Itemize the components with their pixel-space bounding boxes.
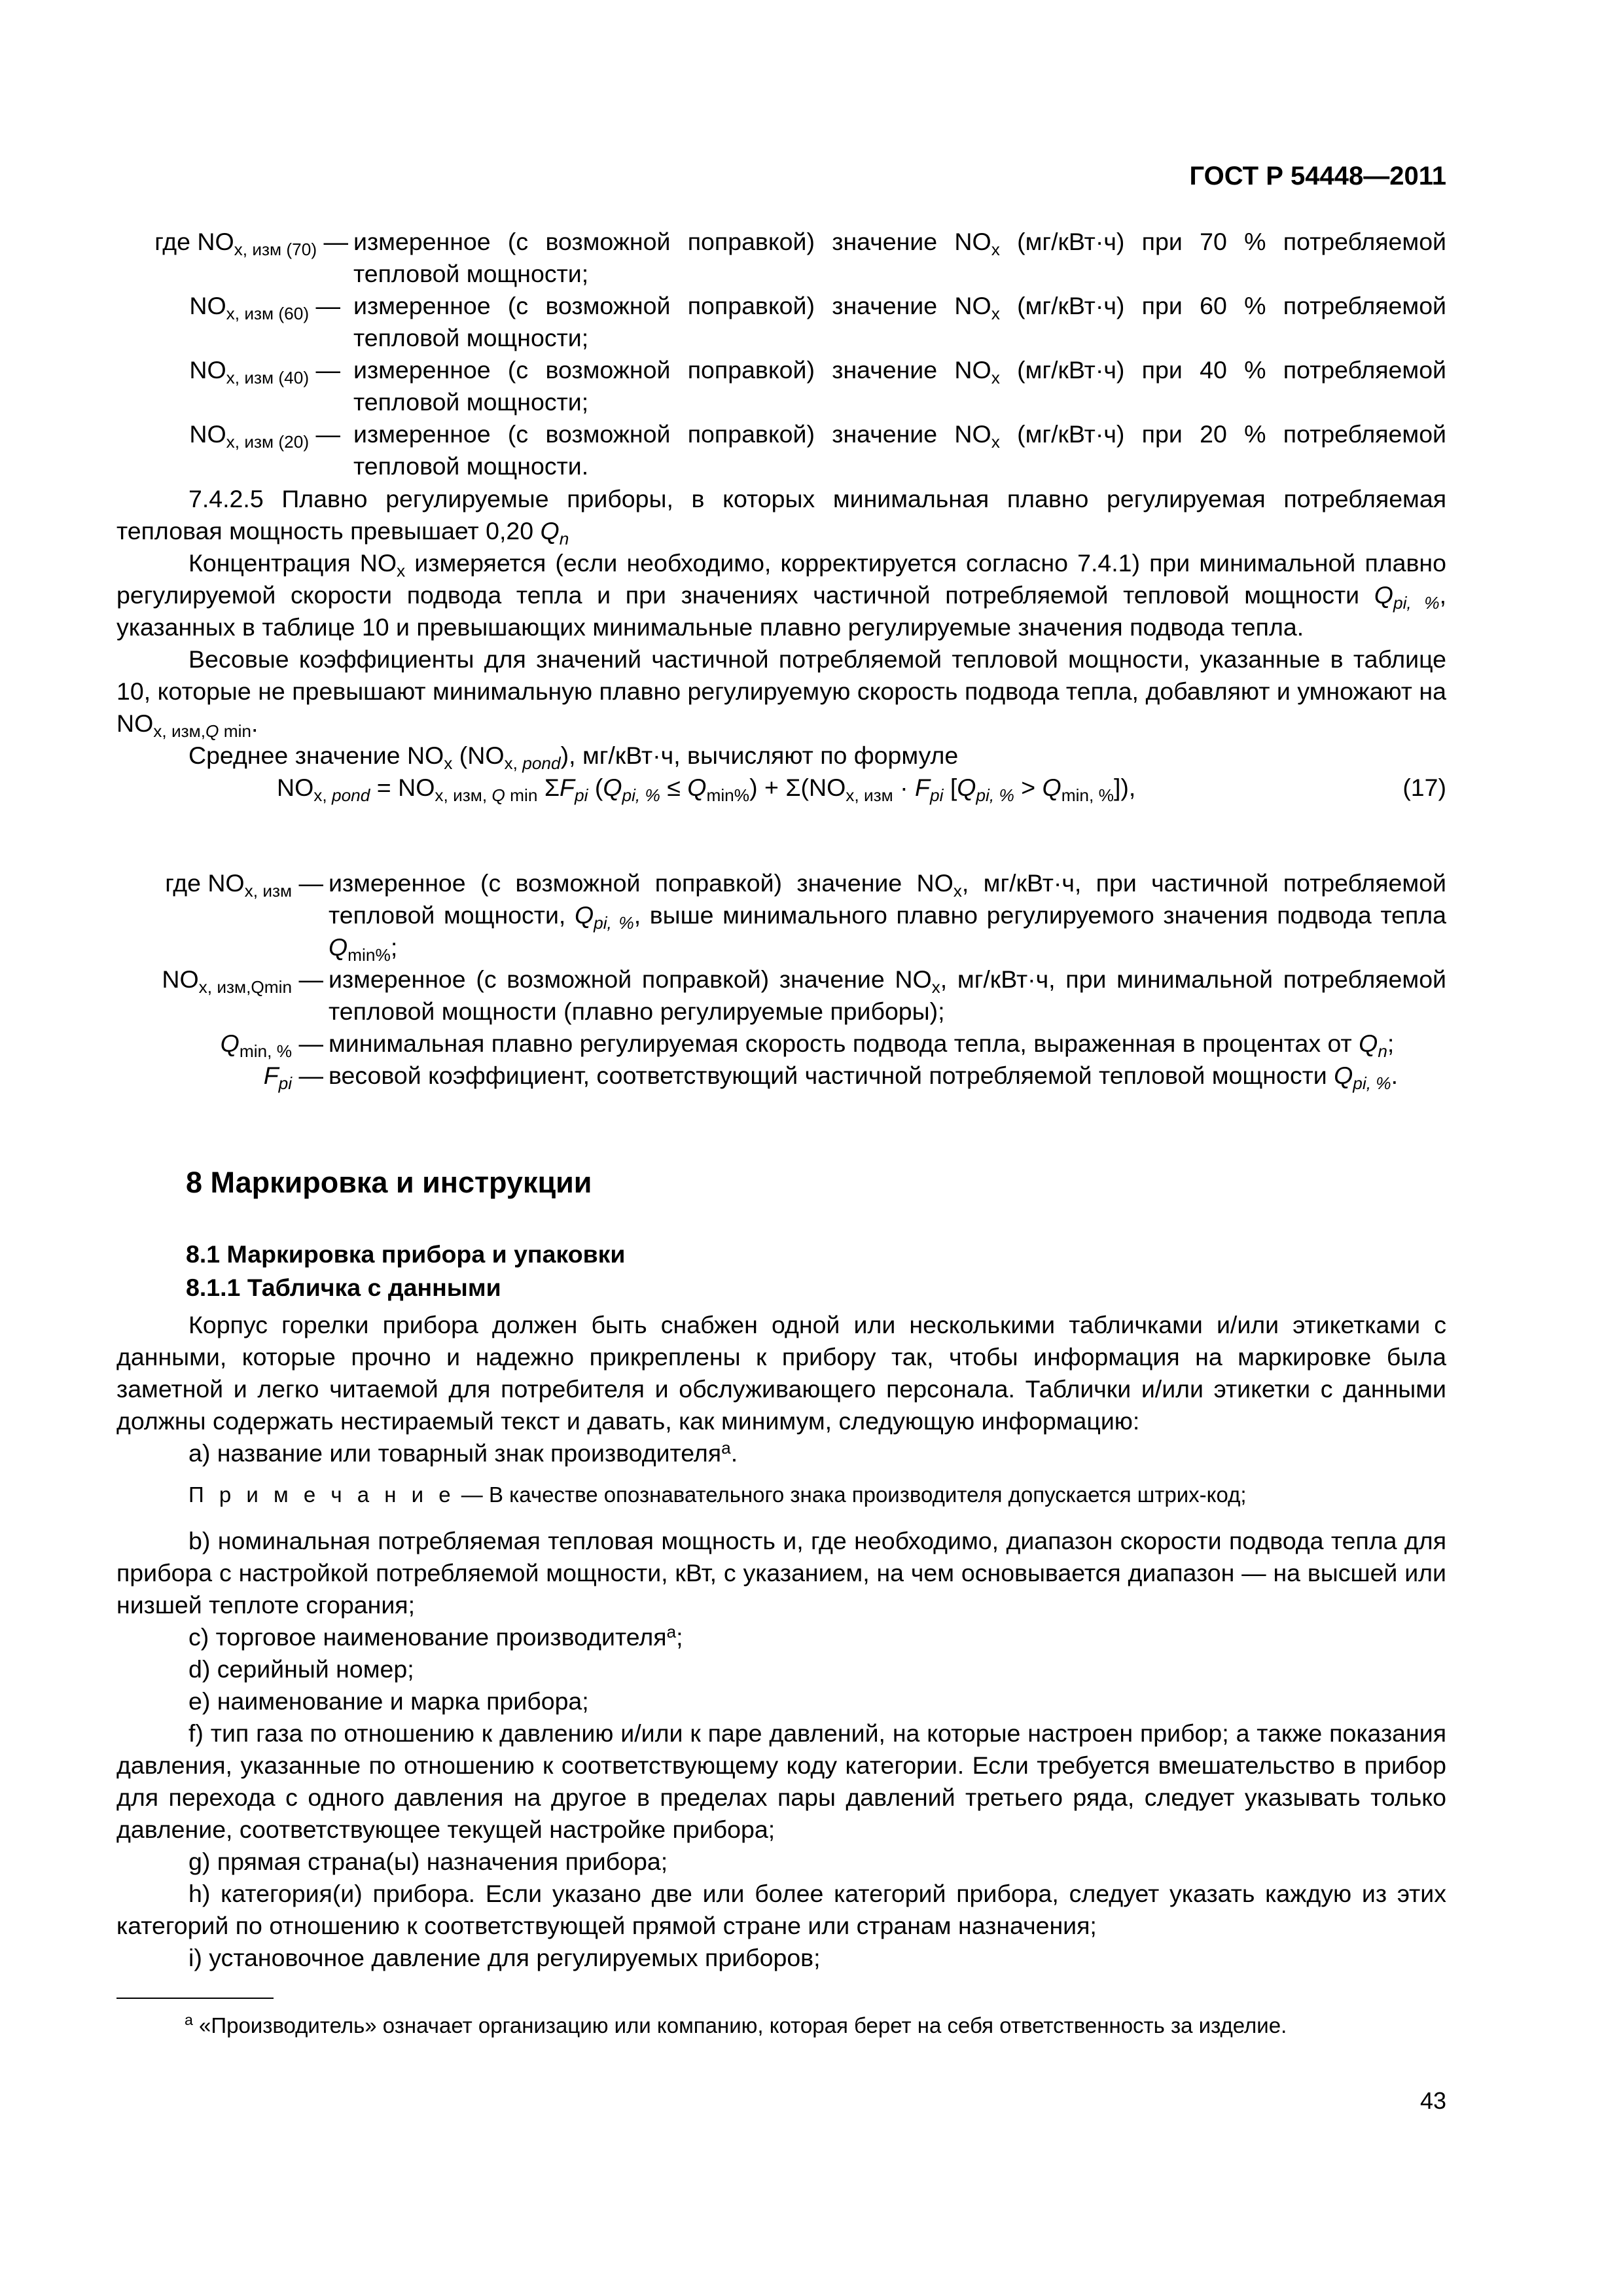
definition-term: $F_{pi}$ — [263,1062,323,1093]
list-item: g) прямая страна(ы) назначения прибора; [188,1848,668,1875]
definition-item [116,867,1446,963]
definition-item [116,1060,1446,1092]
clause-7-4-2-5 [116,483,1446,804]
note-text: — В качестве опознавательного знака производителя допускается штрих-код; [455,1482,1247,1507]
footnote-mark: a [185,2011,193,2028]
definition-item [116,226,1446,290]
list-item: b) номинальная потребляемая тепловая мощность и, где необходимо, диапазон скорости подвода тепла для прибора с настройкой потребляемой мощности, кВт, с указанием, на чем основывается диапазон — на высшей или низшей теплоте сгорания; [116,1527,1446,1619]
definition-text: весовой коэффициент, соответствующий частичной потребляемой тепловой мощности $Q_{pi, \%}$. [329,1062,1399,1093]
definition-term: $Q_{min, \%}$ — [220,1030,323,1061]
definition-text: измеренное (с возможной поправкой) значение $NO_x$ (мг/кВт·ч) при 60 % потребляемой тепловой мощности; [353,292,1446,351]
subsection-heading: 8.1 Маркировка прибора и упаковки [186,1240,626,1268]
footnote [116,2009,1446,2042]
definition-term: $NO_{x, изм,Qmin}$ — [162,965,323,997]
definitions-nox-partial [116,226,1446,482]
definitions-formula-17 [116,867,1446,1092]
definition-term: где $NO_{x, изм (70)}$ — [154,228,348,259]
paragraph: Корпус горелки прибора должен быть снабжен одной или несколькими табличками и/или этикетками с данными, которые прочно и надежно прикреплены к прибору так, чтобы информация на маркировке была заметной и легко читаемой для потребителя и обслуживающего персонала. Таблички и/или этикетки с данными должны содержать нестираемый текст и давать, как минимум, следующую информацию: [116,1311,1446,1435]
definition-item [116,1028,1446,1060]
definition-item [116,418,1446,482]
definition-item [116,963,1446,1028]
section-heading: 8 Маркировка и инструкции [186,1166,592,1199]
definition-item [116,354,1446,418]
list-item: i) установочное давление для регулируемых приборов; [188,1944,821,1971]
definition-text: минимальная плавно регулируемая скорость подвода тепла, выраженная в процентах от $Q_n$; [329,1030,1395,1061]
subsection-heading: 8.1.1 Табличка с данными [186,1274,501,1301]
definition-text: измеренное (с возможной поправкой) значение $NO_x$ (мг/кВт·ч) при 20 % потребляемой тепловой мощности. [353,420,1446,480]
footnote-divider [116,1998,274,1999]
paragraph: Весовые коэффициенты для значений частичной потребляемой тепловой мощности, указанные в таблице 10, которые не превышают минимальную плавно регулируемую скорость подвода тепла, добавляют и умножают на $NO_{x, изм,Q min}$. [116,645,1446,741]
formula-expression: $NO_{x, pond} = NO_{x, изм, Q min}$ $\Sigma F_{pi}$ $(Q_{pi, \%} \le Q_{min\%}) + \Sigma(NO_{x, изм} \cdot F_{pi}$ $[Q_{pi, \%} > Q_{min, \%}]$), [277,774,1136,805]
definition-item [116,290,1446,354]
definition-term: $NO_{x, изм (60)}$ — [189,292,340,323]
definition-text: измеренное (с возможной поправкой) значение $NO_x$, мг/кВт·ч, при частичной потребляемой тепловой мощности, $Q_{pi, \%}$, выше минимального плавно регулируемого значения подвода тепла $Q_{min\%}$; [329,869,1447,965]
paragraph: Концентрация $NO_x$ измеряется (если необходимо, корректируется согласно 7.4.1) при минимальной плавно регулируемой скорости подвода тепла и при значениях частичной потребляемой тепловой мощности $Q_{pi, \%}$, указанных в таблице 10 и превышающих минимальные плавно регулируемые значения подвода тепла. [116,549,1446,641]
list-item: f) тип газа по отношению к давлению и/или к паре давлений, на которые настроен прибор; а также показания давления, указанные по отношению к соответствующему коду категории. Если требуется вмешательство в прибор для перехода с одного давления на другое в пределах пары давлений третьего ряда, следует указывать только давление, соответствующее текущей настройке прибора; [116,1719,1446,1843]
formula-number: (17) [1402,774,1446,801]
page-number: 43 [1419,2087,1446,2114]
list-item: e) наименование и марка прибора; [188,1687,589,1715]
note-label: П р и м е ч а н и е [188,1482,455,1507]
clause-8-1-1-body [116,1309,1446,1974]
footnote-text: «Производитель» означает организацию или компанию, которая берет на себя ответственность за изделие. [199,2013,1287,2037]
formula-17 [116,772,1446,804]
list-item: d) серийный номер; [188,1655,414,1683]
list-item: h) категория(и) прибора. Если указано две или более категорий прибора, следует указать каждую из этих категорий по отношению к соответствующей прямой стране или странам назначения; [116,1880,1446,1939]
paragraph: 7.4.2.5 Плавно регулируемые приборы, в которых минимальная плавно регулируемая потребляемая тепловая мощность превышает 0,20 $Q_n$ [116,485,1446,548]
list-item: a) название или товарный знак производителя$^a$. [188,1438,738,1467]
document-page [116,0,1446,2296]
list-item: c) торговое наименование производителя$^a$; [188,1622,683,1651]
paragraph: Среднее значение $NO_x$ $(NO_{x, pond})$, мг/кВт·ч, вычисляют по формуле [188,742,959,773]
definition-text: измеренное (с возможной поправкой) значение $NO_x$ (мг/кВт·ч) при 40 % потребляемой тепловой мощности; [353,356,1446,416]
definition-term: $NO_{x, изм (20)}$ — [189,420,340,452]
definition-term: где $NO_{x, изм}$ — [165,869,323,901]
definition-text: измеренное (с возможной поправкой) значение $NO_x$ (мг/кВт·ч) при 70 % потребляемой тепловой мощности; [353,228,1446,287]
note [116,1479,1446,1511]
definition-term: $NO_{x, изм (40)}$ — [189,356,340,387]
standard-code: ГОСТ Р 54448—2011 [1189,162,1446,190]
definition-text: измеренное (с возможной поправкой) значение $NO_x$, мг/кВт·ч, при минимальной потребляемой тепловой мощности (плавно регулируемые приборы); [329,965,1446,1025]
